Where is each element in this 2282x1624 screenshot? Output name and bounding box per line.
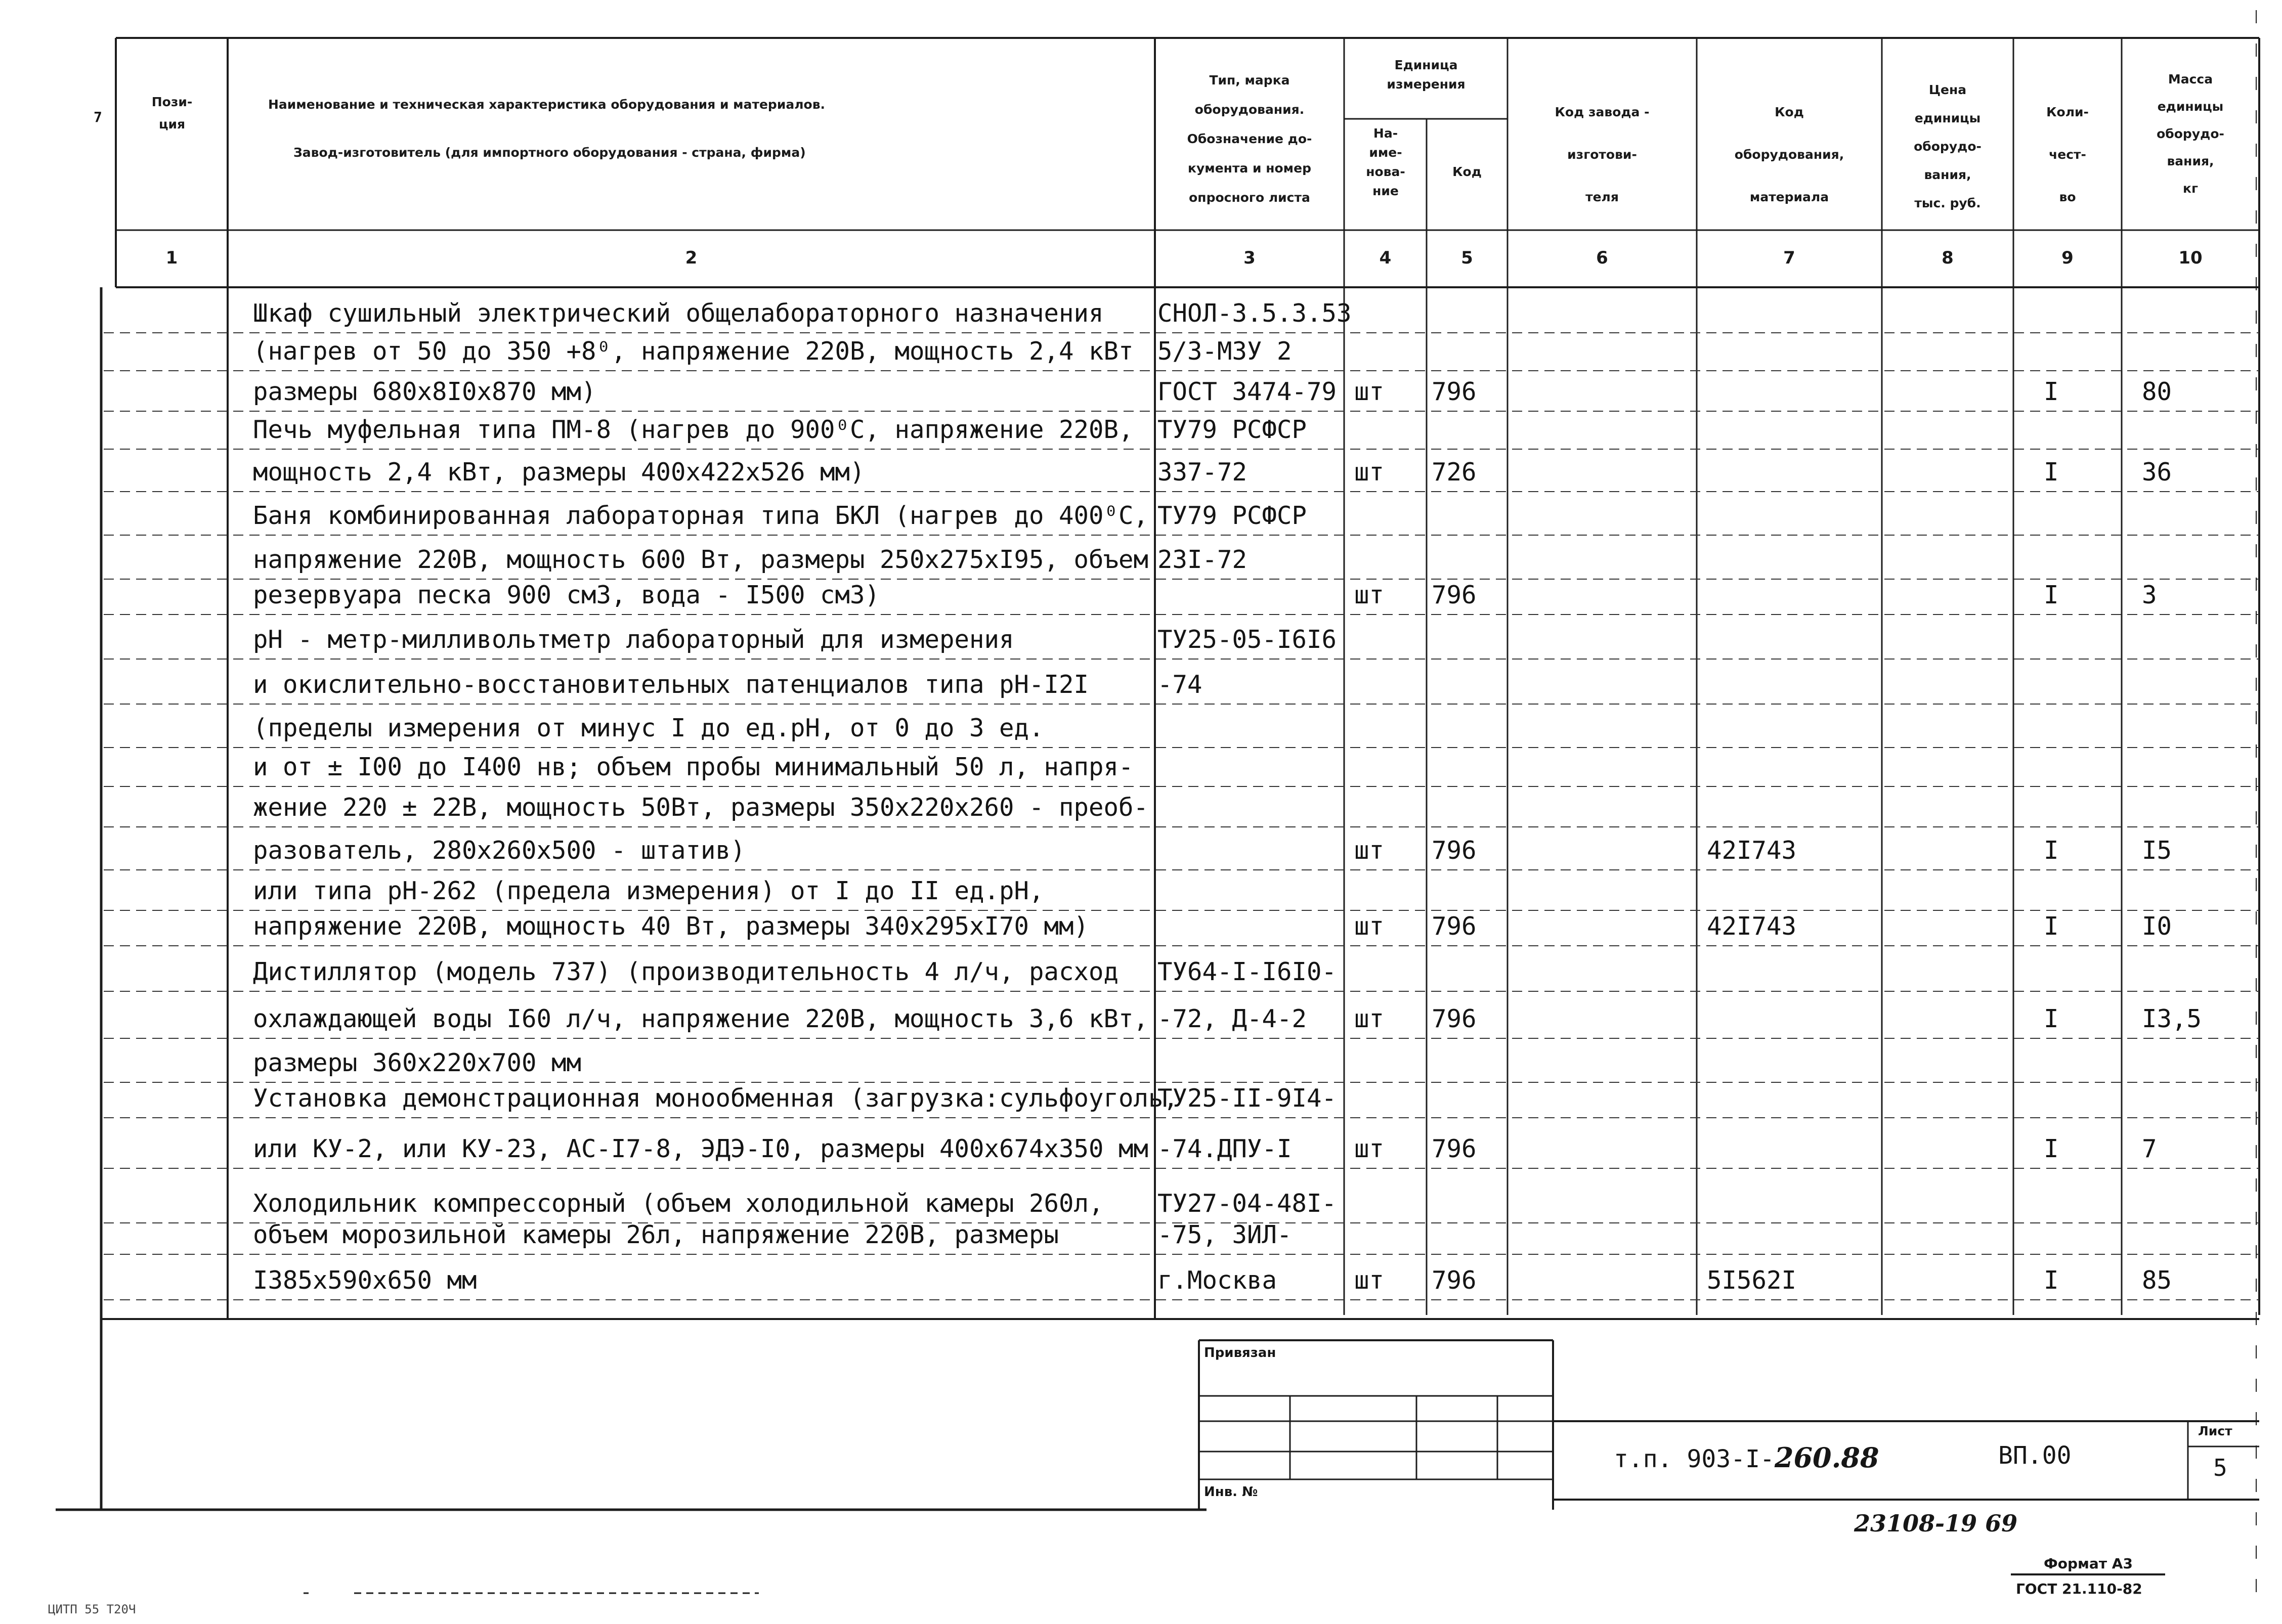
cell-col2: Шкаф сушильный электрический общелабораторного назначения	[253, 299, 1104, 328]
header-price: Цена единицы оборудо- вания, тыс. руб.	[1914, 82, 1982, 210]
cell-col3: ТУ64-I-I6I0-	[1157, 957, 1337, 986]
handwritten-archive-number: 23108-19 69	[1854, 1510, 2018, 1537]
header-units-group: Единица измерения	[1387, 58, 1466, 92]
cell-col9: I	[2044, 1004, 2059, 1033]
cell-col2: или типа рН-262 (предела измерения) от I до II ед.рН,	[253, 876, 1044, 905]
cell-col5: 796	[1432, 1134, 1477, 1163]
header-factory-code: Код завода - изготови- теля	[1555, 105, 1650, 204]
cell-col9: I	[2044, 912, 2059, 941]
cell-col4: шт	[1354, 458, 1385, 487]
cell-col5: 796	[1432, 581, 1477, 609]
cell-col4: шт	[1354, 1134, 1385, 1163]
cell-col3: ТУ27-04-48I-	[1157, 1189, 1337, 1218]
cell-col3: 23I-72	[1157, 545, 1247, 574]
cell-col9: I	[2044, 581, 2059, 609]
cell-col5: 726	[1432, 458, 1477, 487]
cell-col2: охлаждающей воды I60 л/ч, напряжение 220В, мощность 3,6 кВт,	[253, 1004, 1149, 1033]
cell-col3: -72, Д-4-2	[1157, 1004, 1307, 1033]
cell-col4: шт	[1354, 1004, 1385, 1033]
cell-col2: (пределы измерения от минус I до ед.рН, от 0 до 3 ед.	[253, 714, 1044, 742]
cell-col2: напряжение 220В, мощность 600 Вт, размеры 250х275хI95, объем	[253, 545, 1149, 574]
column-number: 10	[2178, 248, 2203, 268]
cell-col5: 796	[1432, 1004, 1477, 1033]
stamp-attached-label: Привязан	[1204, 1345, 1276, 1360]
cell-col10: 36	[2142, 458, 2172, 487]
cell-col2: Установка демонстрационная монообменная (загрузка:сульфоуголь,	[253, 1084, 1179, 1113]
cell-col3: ГОСТ 3474-79	[1157, 377, 1337, 406]
column-number: 1	[165, 248, 178, 268]
header-position: Пози- ция	[151, 95, 193, 131]
cell-col2: I385х590х650 мм	[253, 1266, 477, 1295]
cell-col2: объем морозильной камеры 26л, напряжение 220В, размеры	[253, 1220, 1059, 1249]
cell-col10: 85	[2142, 1266, 2172, 1295]
cell-col4: шт	[1354, 912, 1385, 941]
format-label: Формат А3	[2044, 1555, 2133, 1572]
cell-col2: рН - метр-милливольтметр лабораторный для измерения	[253, 625, 1014, 654]
header-type: Тип, марка оборудования. Обозначение до- кумента и номер опросного листа	[1187, 73, 1312, 205]
cell-col4: шт	[1354, 377, 1385, 406]
header-quantity: Коли- чест- во	[2046, 105, 2089, 204]
cell-col2: Печь муфельная типа ПМ-8 (нагрев до 900⁰С, напряжение 220В,	[253, 415, 1134, 444]
column-number: 8	[1942, 248, 1954, 268]
cell-col2: мощность 2,4 кВт, размеры 400х422х526 мм)	[253, 458, 865, 487]
cell-col2: Дистиллятор (модель 737) (производительность 4 л/ч, расход	[253, 957, 1119, 986]
cell-col9: I	[2044, 1266, 2059, 1295]
sheet-number: 5	[2213, 1454, 2227, 1481]
cell-col5: 796	[1432, 377, 1477, 406]
cell-col5: 796	[1432, 912, 1477, 941]
cell-col2: напряжение 220В, мощность 40 Вт, размеры 340х295хI70 мм)	[253, 912, 1089, 941]
cell-col10: 7	[2142, 1134, 2157, 1163]
cell-col4: шт	[1354, 836, 1385, 865]
cell-col3: ТУ25-05-I6I6	[1157, 625, 1337, 654]
cell-col9: I	[2044, 458, 2059, 487]
cell-col3: -75, ЗИЛ-	[1157, 1220, 1292, 1249]
cell-col7: 42I743	[1707, 836, 1797, 865]
cell-col2: размеры 680х8I0х870 мм)	[253, 377, 596, 406]
cell-col2: резервуара песка 900 см3, вода - I500 см3)	[253, 581, 880, 609]
cell-col9: I	[2044, 836, 2059, 865]
cell-col9: I	[2044, 1134, 2059, 1163]
cell-col3: 337-72	[1157, 458, 1247, 487]
cell-col10: I3,5	[2142, 1004, 2202, 1033]
cell-col3: ТУ79 РСФСР	[1157, 501, 1307, 530]
cell-col10: 80	[2142, 377, 2172, 406]
cell-col3: -74.ДПУ-I	[1157, 1134, 1292, 1163]
cell-col2: или КУ-2, или КУ-23, АС-I7-8, ЭДЭ-I0, размеры 400х674х350 мм	[253, 1134, 1149, 1163]
doc-code: ВП.00	[1998, 1441, 2072, 1470]
left-margin-mark: 7	[94, 109, 102, 125]
column-number: 6	[1596, 248, 1608, 268]
cell-col3: -74	[1157, 670, 1202, 699]
cell-col3: ТУ25-II-9I4-	[1157, 1084, 1337, 1113]
cell-col5: 796	[1432, 1266, 1477, 1295]
cell-col7: 5I562I	[1707, 1266, 1797, 1295]
cell-col2: и от ± I00 до I400 нв; объем пробы минимальный 50 л, напря-	[253, 753, 1134, 781]
column-number: 9	[2061, 248, 2074, 268]
header-name-line2: Завод-изготовитель (для импортного оборудования - страна, фирма)	[293, 145, 806, 160]
column-number: 3	[1243, 248, 1256, 268]
header-name-line1: Наименование и техническая характеристика оборудования и материалов.	[268, 97, 826, 112]
cell-col2: Холодильник компрессорный (объем холодильной камеры 260л,	[253, 1189, 1104, 1218]
column-number: 7	[1783, 248, 1795, 268]
cell-col10: I0	[2142, 912, 2172, 941]
header-unit-name: На- име- нова- ние	[1366, 126, 1405, 198]
column-number: 4	[1379, 248, 1392, 268]
cell-col2: жение 220 ± 22В, мощность 50Вт, размеры 350х220х260 - преоб-	[253, 793, 1149, 822]
cell-col4: шт	[1354, 1266, 1385, 1295]
cell-col3: СНОЛ-3.5.3.53	[1157, 299, 1352, 328]
header-equipment-code: Код оборудования, материала	[1734, 105, 1844, 204]
doc-handwritten-number: 260.88	[1774, 1441, 1879, 1474]
doc-designation	[1614, 1441, 1879, 1474]
cell-col3: ТУ79 РСФСР	[1157, 415, 1307, 444]
cell-col2: Баня комбинированная лабораторная типа БКЛ (нагрев до 400⁰С,	[253, 501, 1149, 530]
column-number: 5	[1461, 248, 1473, 268]
cell-col2: (нагрев от 50 до 350 +8⁰, напряжение 220В, мощность 2,4 кВт	[253, 337, 1134, 366]
cell-col5: 796	[1432, 836, 1477, 865]
column-number: 2	[685, 248, 698, 268]
cell-col10: I5	[2142, 836, 2172, 865]
cell-col7: 42I743	[1707, 912, 1797, 941]
bottom-left-code: ЦИТП 55 Т20Ч	[48, 1602, 136, 1616]
stamp-inv-label: Инв. №	[1204, 1484, 1258, 1500]
cell-col2: размеры 360х220х700 мм	[253, 1048, 582, 1077]
cell-col10: 3	[2142, 581, 2157, 609]
cell-col4: шт	[1354, 581, 1385, 609]
cell-col3: г.Москва	[1157, 1266, 1277, 1295]
cell-col9: I	[2044, 377, 2059, 406]
header-mass: Масса единицы оборудо- вания, кг	[2157, 72, 2224, 196]
sheet-label: Лист	[2198, 1424, 2232, 1438]
cell-col2: разователь, 280х260х500 - штатив)	[253, 836, 746, 865]
gost-label: ГОСТ 21.110-82	[2016, 1581, 2142, 1597]
doc-prefix: т.п. 903-I-	[1614, 1445, 1775, 1473]
header-unit-code: Код	[1452, 164, 1482, 179]
cell-col2: и окислительно-восстановительных патенциалов типа рН-I2I	[253, 670, 1089, 699]
cell-col3: 5/3-МЗУ 2	[1157, 337, 1292, 366]
